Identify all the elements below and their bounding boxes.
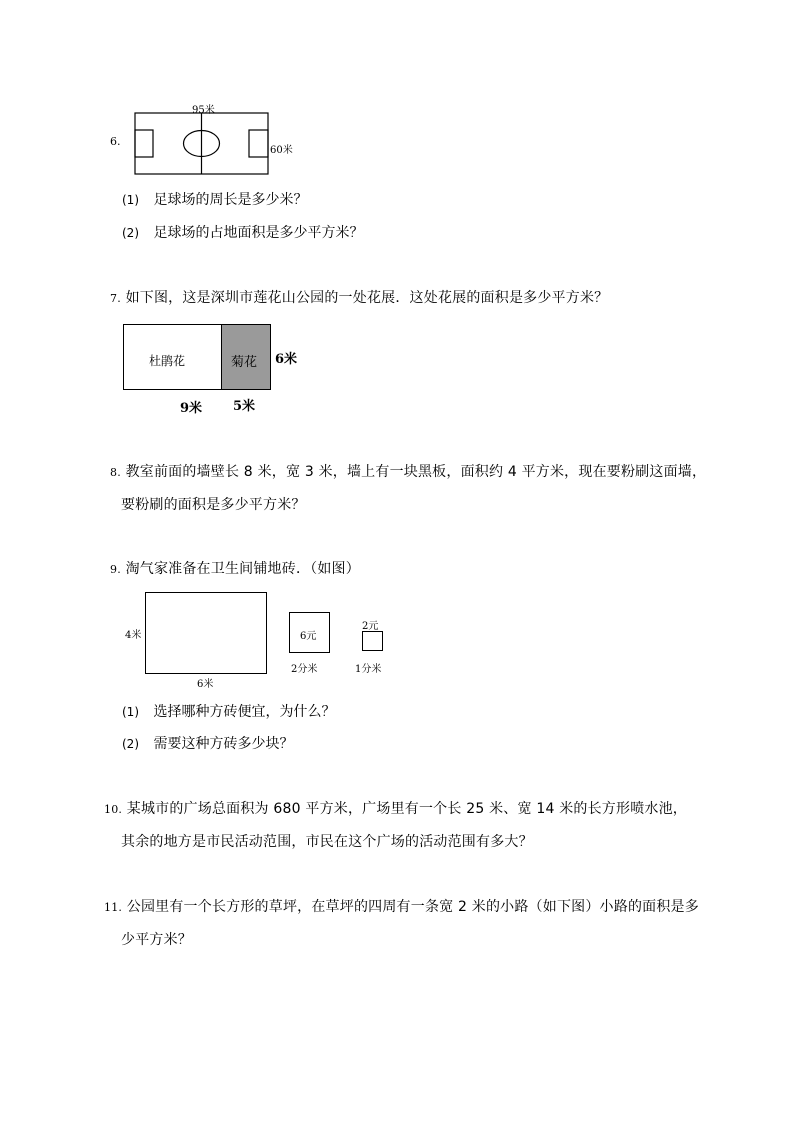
left-penalty-box <box>135 130 153 157</box>
garden-height-label: 6米 <box>275 352 298 367</box>
field-length-label: 95米 <box>192 105 215 116</box>
question-11-line-2: 少平方米？ <box>121 932 192 948</box>
room-width-label: 6米 <box>197 679 214 690</box>
question-10-line-1 <box>104 798 687 818</box>
chrysanthemum-width-label: 5米 <box>233 399 256 414</box>
question-9-sub-2 <box>122 733 293 753</box>
question-10-text: 某城市的广场总面积为 680 平方米，广场里有一个长 25 米、宽 14 米的长方形喷水池， <box>126 801 687 817</box>
room-height-label: 4米 <box>125 630 142 641</box>
sub-number: (2) <box>122 226 139 240</box>
question-8-number: 8. <box>110 466 121 479</box>
sub-text: 选择哪种方砖便宜，为什么？ <box>153 704 336 720</box>
question-9-sub-1 <box>122 701 335 721</box>
bathroom-floor <box>145 592 267 674</box>
question-8-line-1 <box>110 461 706 481</box>
sub-number: (1) <box>122 193 139 207</box>
right-penalty-box <box>249 130 268 157</box>
sub-text: 足球场的周长是多少米？ <box>153 192 308 208</box>
question-6-sub-2 <box>122 222 363 242</box>
chrysanthemum-label: 菊花 <box>231 355 258 370</box>
question-8-line-2: 要粉刷的面积是多少平方米？ <box>121 497 306 513</box>
question-11-number: 11. <box>104 901 123 914</box>
question-9-number: 9. <box>110 563 121 576</box>
sub-number: (1) <box>122 705 139 719</box>
question-6-number: 6. <box>110 135 121 148</box>
question-11-line-1 <box>104 896 699 916</box>
question-7-text: 如下图，这是深圳市莲花山公园的一处花展．这处花展的面积是多少平方米？ <box>125 290 609 306</box>
question-10-line-2: 其余的地方是市民活动范围，市民在这个广场的活动范围有多大？ <box>121 834 533 850</box>
sub-text: 足球场的占地面积是多少平方米？ <box>153 225 364 241</box>
question-7 <box>110 287 608 307</box>
small-tile-size: 1分米 <box>355 664 382 675</box>
question-6-sub-1 <box>122 189 307 209</box>
small-tile <box>362 631 383 651</box>
question-10-number: 10. <box>104 803 123 816</box>
question-9 <box>110 558 360 578</box>
azalea-width-label: 9米 <box>180 401 203 416</box>
azalea-label: 杜鹃花 <box>149 354 186 368</box>
sub-number: (2) <box>122 737 139 751</box>
big-tile-size: 2分米 <box>291 664 318 675</box>
question-9-text: 淘气家准备在卫生间铺地砖．（如图） <box>125 561 360 577</box>
field-width-label: 60米 <box>270 145 293 156</box>
question-11-text: 公园里有一个长方形的草坪，在草坪的四周有一条宽 2 米的小路（如下图）小路的面积是多 <box>126 899 699 915</box>
question-7-number: 7. <box>110 292 121 305</box>
question-8-text: 教室前面的墙壁长 8 米，宽 3 米，墙上有一块黑板，面积约 4 平方米，现在要粉刷这面墙， <box>125 464 707 480</box>
soccer-field-diagram <box>134 112 270 176</box>
small-tile-price: 2元 <box>362 621 379 632</box>
big-tile-price: 6元 <box>300 631 317 642</box>
sub-text: 需要这种方砖多少块？ <box>153 736 294 752</box>
